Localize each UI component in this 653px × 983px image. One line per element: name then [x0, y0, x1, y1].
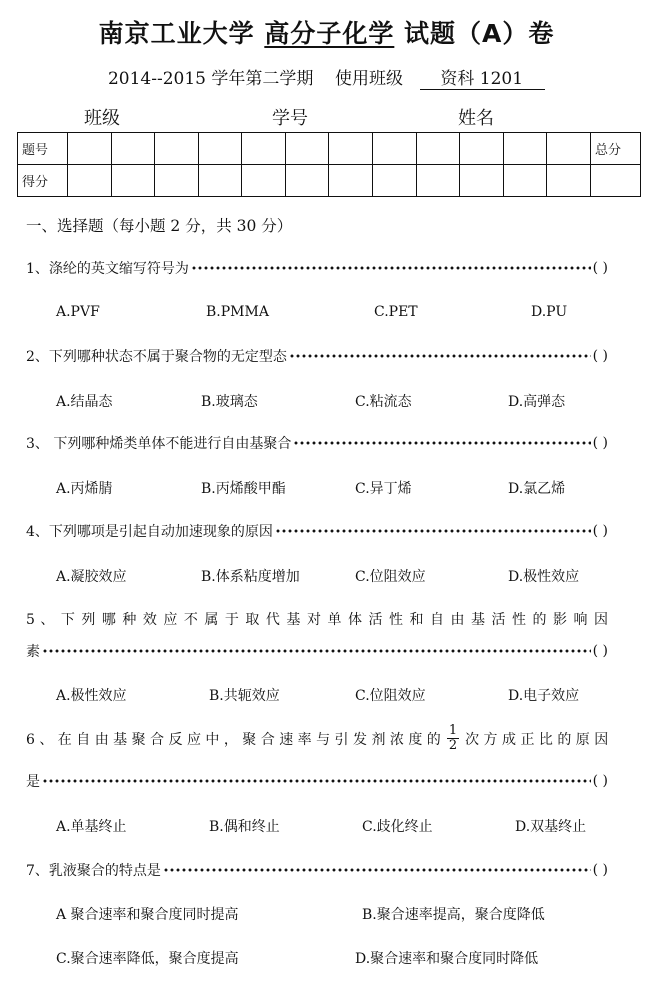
exam-label: 试题（A）卷 — [404, 19, 555, 48]
dot-leader — [42, 774, 591, 788]
answer-blank[interactable]: ( ) — [592, 643, 608, 659]
option-d: D.高弹态 — [508, 394, 566, 410]
question-stem: 3、 下列哪种烯类单体不能进行自由基聚合 — [26, 436, 292, 452]
question-stem-part: 6 、 在 自 由 基 聚 合 反 应 中 ， 聚 合 速 率 与 引 发 剂 浓 度 的 — [26, 731, 441, 748]
exam-subtitle — [0, 64, 653, 90]
question-number-label: 题号 — [18, 133, 68, 165]
option-b: B.丙烯酸甲酯 — [201, 481, 286, 497]
score-cell[interactable] — [285, 165, 329, 197]
option-b: B.偶和终止 — [209, 819, 280, 835]
option-c: C.粘流态 — [355, 394, 412, 410]
option-c: C.聚合速率降低，聚合度提高 — [56, 951, 239, 967]
question-stem: 7、乳液聚合的特点是 — [26, 863, 161, 879]
score-cell[interactable] — [198, 165, 242, 197]
option-a: A.极性效应 — [56, 688, 127, 704]
score-cell[interactable] — [111, 133, 155, 165]
section-heading: 一、选择题（每小题 2 分，共 30 分） — [26, 217, 293, 235]
fraction-denominator: 2 — [448, 738, 458, 753]
score-cell[interactable] — [329, 133, 373, 165]
class-label: 使用班级 — [334, 69, 403, 89]
score-cell[interactable] — [416, 165, 460, 197]
option-d: D.聚合速率和聚合度同时降低 — [355, 951, 539, 967]
score-table-row — [18, 133, 641, 165]
score-cell[interactable] — [155, 165, 199, 197]
score-cell[interactable] — [68, 165, 112, 197]
dot-leader — [191, 261, 591, 275]
answer-blank[interactable]: ( ) — [592, 862, 608, 878]
score-cell[interactable] — [547, 133, 591, 165]
option-b: B.共轭效应 — [209, 688, 280, 704]
field-class: 班级 — [84, 108, 120, 129]
option-b: B.玻璃态 — [201, 394, 258, 410]
course-name: 高分子化学 — [264, 19, 395, 48]
term: 2014--2015 学年第二学期 — [107, 69, 314, 89]
option-c: C.位阻效应 — [355, 569, 426, 585]
question-stem: 1、涤纶的英文缩写符号为 — [26, 261, 189, 277]
question-stem: 4、下列哪项是引起自动加速现象的原因 — [26, 524, 273, 540]
question-7 — [26, 860, 608, 880]
option-a: A 聚合速率和聚合度同时提高 — [56, 907, 239, 923]
option-d: D.氯乙烯 — [508, 481, 566, 497]
score-cell[interactable] — [285, 133, 329, 165]
option-d: D.双基终止 — [515, 819, 587, 835]
score-cell[interactable] — [111, 165, 155, 197]
question-6-stem-line1 — [26, 724, 608, 753]
option-a: A.丙烯腈 — [56, 481, 113, 497]
score-cell[interactable] — [460, 133, 504, 165]
option-a: A.单基终止 — [56, 819, 127, 835]
score-cell[interactable] — [503, 165, 547, 197]
exam-title — [0, 14, 653, 50]
fraction — [447, 724, 459, 753]
question-6 — [26, 771, 608, 791]
question-2 — [26, 346, 608, 366]
option-c: C.歧化终止 — [362, 819, 433, 835]
option-d: D.电子效应 — [508, 688, 580, 704]
total-label: 总分 — [591, 133, 641, 165]
score-cell[interactable] — [329, 165, 373, 197]
score-table — [17, 132, 641, 197]
dot-leader — [163, 863, 591, 877]
question-stem-part: 次 方 成 正 比 的 原 因 — [465, 731, 609, 748]
field-student-id: 学号 — [272, 108, 308, 129]
score-cell[interactable] — [373, 133, 417, 165]
score-cell[interactable] — [373, 165, 417, 197]
dot-leader — [275, 524, 591, 538]
answer-blank[interactable]: ( ) — [592, 348, 608, 364]
option-c: C.位阻效应 — [355, 688, 426, 704]
answer-blank[interactable]: ( ) — [592, 435, 608, 451]
question-5-stem-line1: 5 、 下 列 哪 种 效 应 不 属 于 取 代 基 对 单 体 活 性 和 自 由 基 活 性 的 影 响 因 — [26, 612, 608, 628]
score-cell[interactable] — [198, 133, 242, 165]
option-b: B.体系粘度增加 — [201, 569, 300, 585]
total-cell[interactable] — [591, 165, 641, 197]
dot-leader — [42, 644, 591, 658]
score-cell[interactable] — [416, 133, 460, 165]
option-a: A.PVF — [56, 304, 100, 320]
answer-blank[interactable]: ( ) — [592, 523, 608, 539]
answer-blank[interactable]: ( ) — [592, 260, 608, 276]
field-name: 姓名 — [458, 108, 494, 129]
option-a: A.结晶态 — [56, 394, 113, 410]
question-stem: 2、下列哪种状态不属于聚合物的无定型态 — [26, 349, 287, 365]
option-c: C.PET — [374, 304, 418, 320]
fraction-numerator: 1 — [448, 723, 458, 738]
score-cell[interactable] — [68, 133, 112, 165]
option-d: D.PU — [531, 304, 568, 320]
score-cell[interactable] — [155, 133, 199, 165]
question-stem: 是 — [26, 774, 40, 790]
dot-leader — [289, 349, 591, 363]
score-cell[interactable] — [460, 165, 504, 197]
score-cell[interactable] — [242, 165, 286, 197]
score-cell[interactable] — [547, 165, 591, 197]
option-b: B.PMMA — [206, 304, 269, 320]
score-label: 得分 — [18, 165, 68, 197]
question-stem: 素 — [26, 644, 40, 660]
question-3 — [26, 433, 608, 453]
question-1 — [26, 258, 608, 278]
option-a: A.凝胶效应 — [56, 569, 127, 585]
score-table-row — [18, 165, 641, 197]
class-value: 资科 1201 — [420, 69, 545, 90]
option-c: C.异丁烯 — [355, 481, 412, 497]
answer-blank[interactable]: ( ) — [592, 773, 608, 789]
question-4 — [26, 521, 608, 541]
school-name: 南京工业大学 — [98, 19, 255, 48]
score-cell[interactable] — [242, 133, 286, 165]
dot-leader — [293, 436, 590, 450]
question-5 — [26, 641, 608, 661]
option-d: D.极性效应 — [508, 569, 580, 585]
option-b: B.聚合速率提高，聚合度降低 — [362, 907, 545, 923]
score-cell[interactable] — [503, 133, 547, 165]
